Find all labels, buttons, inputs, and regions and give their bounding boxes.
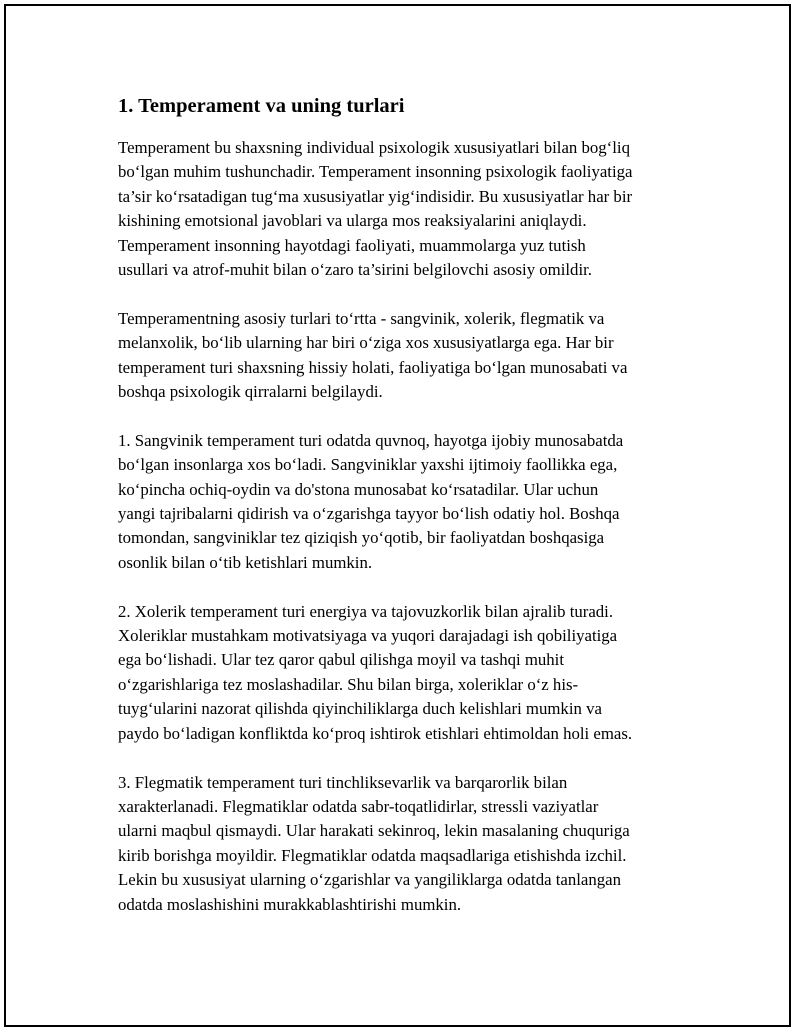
text-line: paydo bo‘ladigan konfliktda ko‘proq ishtirok etishlari ehtimoldan holi emas. (118, 723, 633, 743)
text-line: ta’sir ko‘rsatadigan tug‘ma xususiyatlar yig‘indisidir. Bu xususiyatlar har bir (118, 186, 633, 206)
text-line: 1. Sangvinik temperament turi odatda quvnoq, hayotga ijobiy munosabatda (118, 430, 624, 450)
text-line: tomondan, sangviniklar tez qiziqish yo‘qotib, bir faoliyatdan boshqasiga (118, 528, 605, 548)
text-line: yangi tajribalarni qidirish va o‘zgarishga tayyor bo‘lish odatiy hol. Boshqa (118, 504, 620, 524)
text-line: Xoleriklar mustahkam motivatsiyaga va yuqori darajadagi ish qobiliyatiga (118, 626, 618, 646)
text-line: Temperament insonning hayotdagi faoliyati, muammolarga yuz tutish (118, 235, 586, 255)
text-line: bo‘lgan muhim tushunchadir. Temperament insonning psixologik faoliyatiga (118, 162, 633, 182)
document-body (118, 92, 698, 941)
text-line: kirib borishga moyildir. Flegmatiklar odatda maqsadlariga etishishda izchil. (118, 845, 627, 865)
text-line: ega bo‘lishadi. Ular tez qaror qabul qilishga moyil va tashqi muhit (118, 650, 564, 670)
paragraph-types (118, 307, 698, 405)
text-line: tuyg‘ularini nazorat qilishda qiyinchiliklarga duch kelishlari mumkin va (118, 699, 602, 719)
text-line: Temperamentning asosiy turlari to‘rtta - sangvinik, xolerik, flegmatik va (118, 308, 605, 328)
text-line: osonlik bilan o‘tib ketishlari mumkin. (118, 552, 373, 572)
text-line: Lekin bu xususiyat ularning o‘zgarishlar va yangiliklarga odatda tanlangan (118, 870, 621, 890)
text-line: odatda moslashishini murakkablashtirishi mumkin. (118, 894, 462, 914)
paragraph-sanguine (118, 429, 698, 575)
section-title: 1. Temperament va uning turlari (118, 95, 405, 117)
text-line: usullari va atrof-muhit bilan o‘zaro ta’sirini belgilovchi asosiy omildir. (118, 260, 592, 280)
text-line: Temperament bu shaxsning individual psixologik xususiyatlari bilan bog‘liq (118, 138, 630, 157)
paragraph-intro (118, 136, 698, 282)
text-line: o‘zgarishlariga tez moslashadilar. Shu bilan birga, xoleriklar o‘z his- (118, 674, 579, 694)
text-line: ko‘pincha ochiq-oydin va do'stona munosabat ko‘rsatadilar. Ular uchun (118, 479, 599, 499)
text-line: 2. Xolerik temperament turi energiya va tajovuzkorlik bilan ajralib turadi. (118, 601, 614, 621)
paragraph-phlegmatic (118, 771, 698, 917)
text-line: boshqa psixologik qirralarni belgilaydi. (118, 382, 383, 402)
text-line: xarakterlanadi. Flegmatiklar odatda sabr-toqatlidirlar, stressli vaziyatlar (118, 796, 599, 816)
text-line: bo‘lgan insonlarga xos bo‘ladi. Sangviniklar yaxshi ijtimoiy faollikka ega, (118, 455, 618, 475)
text-line: ularni maqbul qismaydi. Ular harakati sekinroq, lekin masalaning chuquriga (118, 821, 630, 841)
text-line: 3. Flegmatik temperament turi tinchliksevarlik va barqarorlik bilan (118, 772, 568, 792)
text-line: kishining emotsional javoblari va ularga mos reaksiyalarini aniqlaydi. (118, 211, 587, 231)
text-line: temperament turi shaxsning hissiy holati, faoliyatiga bo‘lgan munosabati va (118, 357, 628, 377)
paragraph-choleric (118, 600, 698, 746)
text-line: melanxolik, bo‘lib ularning har biri o‘ziga xos xususiyatlarga ega. Har bir (118, 333, 614, 353)
